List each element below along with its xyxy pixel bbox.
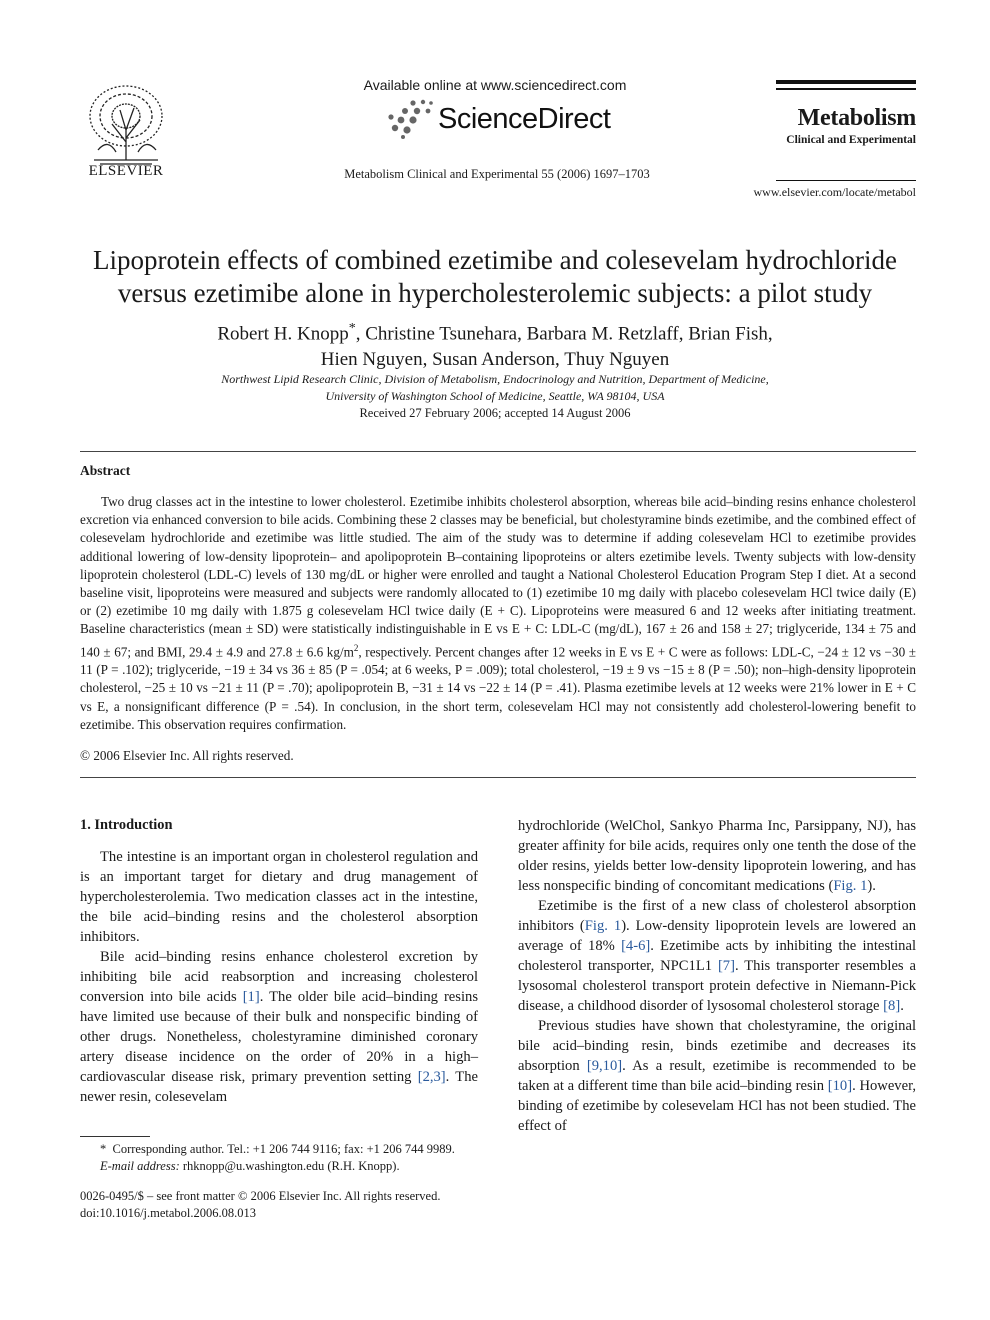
paragraph-text: . The older bile acid–binding resins have limited use because of their bulk and nonspecific binding of other drugs. Nonetheless, cholestyramine diminished coronary artery disease incidence on the order of 20% in a high–cardiovascular disease risk, primary prevention setting [80,989,478,1085]
corresponding-author-name[interactable]: Robert H. Knopp [217,323,349,345]
paragraph-text: . As a result, ezetimibe is recommended to be taken at a different time than bile acid–binding resin [518,1058,916,1094]
citation-link[interactable]: [4-6] [621,938,651,954]
paragraph-text: . Ezetimibe acts by inhibiting the intestinal cholesterol transporter, NPC1L1 [518,938,916,974]
paragraph-text: Bile acid–binding resins enhance cholesterol excretion by inhibiting bile acid reabsorption and increasing cholesterol conversion into bile acids [80,949,478,1005]
abstract-text: Two drug classes act in the intestine to lower cholesterol. Ezetimibe inhibits cholesterol absorption, whereas bile acid–binding resins enhance cholesterol excretion via enhanced conversion to bile acids. Combining these 2 classes may be beneficial, but cholestyramine binds ezetimibe, and the combined effect of colesevelam hydrochloride and ezetimibe was little studied. The aim of the study was to determine if adding colesevelam HCl to ezetimibe provides additional lowering of low-density lipoprotein– and apolipoprotein B–containing lipoproteins or alters ezetimibe levels. Twenty subjects with low-density lipoprotein cholesterol (LDL-C) levels of 130 mg/dL or higher were enrolled and taught a National Cholesterol Education Program Step I diet. At a second baseline visit, lipoproteins were measured and subjects were randomly allocated to (1) ezetimibe 10 mg daily with placebo colesevelam HCl twice daily (E) or (2) ezetimibe 10 mg daily with 1.875 g colesevelam HCl twice daily (E + C). Lipoproteins were measured 6 and 12 weeks after initiating treatment. Baseline characteristics (mean ± SD) were statistically indistinguishable in E vs E + C: LDL-C (mg/dL), 167 ± 26 and 158 ± 27; triglyceride, 134 ± 75 and 140 ± 67; and BMI, 29.4 ± 4.9 and 27.8 ± 6.6 kg/m [80,494,916,660]
figure-link[interactable]: Fig. 1 [584,918,622,934]
journal-citation: Metabolism Clinical and Experimental 55 (2006) 1697–1703 [344,167,650,181]
citation-link[interactable]: [8] [883,998,901,1014]
paragraph-text: Previous studies have shown that cholestyramine, the original bile acid–binding resin, binds ezetimibe and decreases its absorption [518,1018,916,1074]
publisher-name: ELSEVIER [88,163,164,179]
citation-link[interactable]: [2,3] [417,1069,446,1085]
paragraph-text: Ezetimibe is the first of a new class of cholesterol absorption inhibitors ( [518,898,916,934]
paragraph [518,1016,916,1136]
abstract-heading: Abstract [80,463,131,478]
abstract-text: , respectively. Percent changes after 12 weeks in E vs E + C were as follows: LDL-C, −24 ± 12 vs −30 ± 11 (P = .102); triglyceride, −19 ± 34 vs 36 ± 85 (P = .054; at 6 weeks, P = .009); total cholesterol, −19 ± 9 vs −15 ± 8 (P = .50); non–high-density lipoprotein cholesterol, −25 ± 10 vs −21 ± 11 (P = .70); apolipoprotein B, −31 ± 14 vs −22 ± 14 (P = .41). Plasma ezetimibe levels at 12 weeks were 21% lower in E + C vs E, a nonsignificant difference (P = .54). In conclusion, in the short term, colesevelam HCl may not consistently add cholesterol-lowering benefit to ezetimibe. This observation requires confirmation. [80,644,916,732]
journal-url-link[interactable]: www.elsevier.com/locate/metabol [753,185,916,199]
paragraph-text: hydrochloride (WelChol, Sankyo Pharma Inc, Parsippany, NJ), has greater affinity for bile acids, requires only one tenth the dose of the older resins, yields better low-density lipoprotein lowering, and has less nonspecific binding of concomitant medications ( [518,818,916,894]
corresponding-author-footnote [100,1141,455,1158]
email-address[interactable]: rhknopp@u.washington.edu (R.H. Knopp). [182,1159,400,1173]
abstract-superscript: 2 [353,642,359,653]
figure-link[interactable]: Fig. 1 [833,878,868,894]
paragraph-text: ). Low-density lipoprotein levels are lowered an average of 18% [518,918,916,954]
author-list [70,316,920,373]
email-footnote [100,1158,400,1175]
paragraph-text: . [900,998,904,1014]
footnote-rule [80,1136,150,1137]
citation-link[interactable]: [1] [242,989,260,1005]
paragraph [518,816,916,896]
corresponding-author-mark[interactable]: * [348,321,356,336]
footnote-text: Corresponding author. Tel.: +1 206 744 9116; fax: +1 206 744 9989. [112,1142,455,1156]
abstract-bottom-rule [80,777,916,778]
issn-line: 0026-0495/$ – see front matter © 2006 Elsevier Inc. All rights reserved. [80,1189,441,1203]
paragraph-text: . The newer resin, colesevelam [80,1069,478,1105]
author-names: , Christine Tsunehara, Barbara M. Retzlaff, Brian Fish, [355,323,773,345]
citation-link[interactable]: [9,10] [586,1058,623,1074]
header-rule [776,80,916,84]
paragraph-text: . This transporter resembles a lysosomal cholesterol transport protein defective in Niemann-Pick disease, a childhood disorder of lysosomal cholesterol storage [518,958,916,1014]
received-dates: Received 27 February 2006; accepted 14 August 2006 [359,406,631,420]
paragraph [80,947,478,1107]
affiliation-line: Northwest Lipid Research Clinic, Division of Metabolism, Endocrinology and Nutrition, Department of Medicine, [221,372,769,386]
journal-subtitle: Clinical and Experimental [786,134,916,146]
sciencedirect-wordmark: ScienceDirect [438,103,611,135]
available-online-text[interactable]: Available online at www.sciencedirect.com [363,77,627,93]
abstract-top-rule [80,451,916,452]
sciencedirect-dots-logo [383,99,435,139]
abstract-copyright: © 2006 Elsevier Inc. All rights reserved. [80,748,294,763]
citation-link[interactable]: [7] [717,958,735,974]
footnote-mark: * [100,1142,107,1156]
author-names: Hien Nguyen, Susan Anderson, Thuy Nguyen [320,349,670,371]
left-column [80,847,478,1107]
right-column [518,816,916,1136]
paragraph-text: . However, binding of ezetimibe by colesevelam HCl has not been studied. The effect of [518,1078,916,1134]
section-heading: 1. Introduction [80,817,173,833]
article-title: Lipoprotein effects of combined ezetimibe and colesevelam hydrochloride versus ezetimibe alone in hypercholesterolemic subjects: a pilot study [93,245,897,308]
citation-link[interactable]: [10] [827,1078,853,1094]
header-rule [776,88,916,90]
email-label: E-mail address: [100,1159,180,1173]
header-rule [776,180,916,181]
journal-name: Metabolism [797,105,916,131]
abstract-body [80,493,916,734]
paragraph-text: ). [867,878,876,894]
affiliation-line: University of Washington School of Medicine, Seattle, WA 98104, USA [325,389,665,403]
affiliation [100,371,890,405]
doi-link[interactable]: doi:10.1016/j.metabol.2006.08.013 [80,1206,257,1220]
paragraph: The intestine is an important organ in cholesterol regulation and is an important target for dietary and drug management of hypercholesterolemia. Two medication classes act in the intestine, the bile acid–binding resins and the cholesterol absorption inhibitors. [80,849,478,945]
paragraph [518,896,916,1016]
